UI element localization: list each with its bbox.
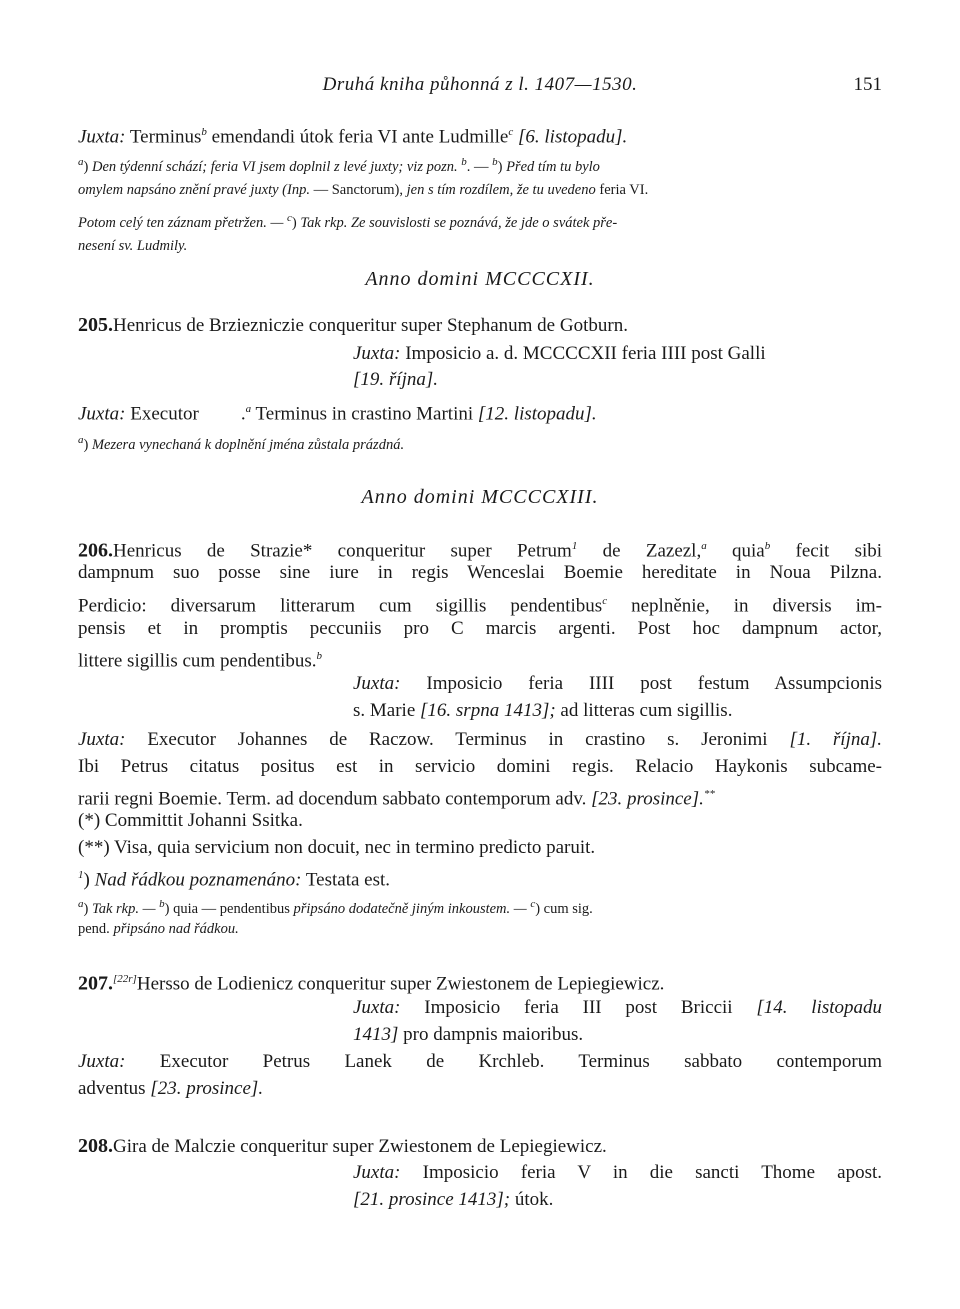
entry-206-line: rarii regni Boemie. Term. ad docendum sabbato contemporum adv. [23. prosince].** <box>78 788 715 810</box>
footnote-line: pend. připsáno nad řádkou. <box>78 921 239 937</box>
entry-208-juxta: [21. prosince 1413]; útok. <box>353 1189 554 1210</box>
entry-205-juxta: Juxta: Executor .$^a$ Terminus in crastino Martini [12. listopadu]. <box>78 403 597 425</box>
entry-206-line: pensis et in promptis peccuniis pro C marcis argenti. Post hoc dampnum actor, <box>78 618 882 639</box>
folio-mark: [22r] <box>113 973 137 985</box>
running-head <box>78 74 882 98</box>
entry-207-juxta: Juxta: Imposicio feria III post Briccii [14. listopadu <box>353 997 883 1018</box>
entry-207-juxta: 1413] pro dampnis maioribus. <box>353 1024 584 1045</box>
juxta-date: [6. listopadu]. <box>518 126 628 148</box>
footnote-line: Potom celý ten záznam přetržen. — $^c$) Tak rkp. Ze souvislosti se poznává, že jde o svátek pře- <box>78 212 618 231</box>
entry-206-juxta: s. Marie [16. srpna 1413]; ad litteras cum sigillis. <box>353 700 733 721</box>
year-heading: Anno domini MCCCCXIII. <box>361 486 599 508</box>
top-juxta-line: Juxta: Terminus$^b$ emendandi útok feria VI ante Ludmille$^c$ [6. listopadu]. <box>78 126 628 148</box>
entry-206-line: Ibi Petrus citatus positus est in servicio domini regis. Relacio Haykonis subcame- <box>78 756 882 777</box>
entry-number: 207. <box>78 972 113 995</box>
year-heading: Anno domini MCCCCXII. <box>365 268 595 290</box>
entry-number: 208. <box>78 1135 113 1157</box>
entry-208-line: 208.Gira de Malczie conqueritur super Zwiestonem de Lepiegiewicz. <box>78 1135 607 1157</box>
entry-207-juxta: adventus [23. prosince]. <box>78 1078 264 1099</box>
footnote-line: $^a$) Mezera vynechaná k doplnění jména zůstala prázdná. <box>78 434 405 453</box>
entry-206-line: (**) Visa, quia servicium non docuit, nec in termino predicto paruit. <box>78 837 596 858</box>
juxta-text: emendandi útok feria VI ante Ludmille <box>211 126 509 148</box>
entry-206-line: Perdicio: diversarum litterarum cum sigillis pendentibus$^c$ neplněnie, in diversis im- <box>78 595 883 617</box>
entry-208-juxta: Juxta: Imposicio feria V in die sancti Thome apost. <box>353 1162 883 1183</box>
entry-205-line: 205.Henricus de Brziezniczie conqueritur super Stephanum de Gotburn. <box>78 314 628 336</box>
entry-number: 206. <box>78 539 113 562</box>
entry-206-line: 206.Henricus de Strazie* conqueritur super Petrum$^1$ de Zazezl,$^a$ quia$^b$ fecit sibi <box>78 539 883 562</box>
footnote-line: omylem napsáno znění pravé juxty (Inp. — Sanctorum), jen s tím rozdílem, že tu uvedeno feria VI. <box>78 182 649 198</box>
juxta-text: Terminus <box>129 126 202 148</box>
entry-206-juxta: Juxta: Executor Johannes de Raczow. Terminus in crastino s. Jeronimi [1. října]. <box>78 729 883 750</box>
running-title: Druhá kniha půhonná z l. 1407—1530. <box>322 74 638 95</box>
entry-number: 205. <box>78 314 113 336</box>
entry-205-juxta: Juxta: Imposicio a. d. MCCCCXII feria IIII post Galli <box>353 343 766 364</box>
footnote-line: $^a$) Tak rkp. — $^b$) quia — pendentibus připsáno dodatečně jiným inkoustem. — $^c$) cum sig. <box>78 898 593 917</box>
footnote-line: nesení sv. Ludmily. <box>78 238 188 254</box>
entry-206-line: dampnum suo posse sine iure in regis Wenceslai Boemie hereditate in Noua Pilzna. <box>78 562 882 583</box>
entry-205-juxta: [19. října]. <box>353 369 438 390</box>
entry-207-juxta: Juxta: Executor Petrus Lanek de Krchleb. Terminus sabbato contemporum <box>78 1051 882 1072</box>
page-number: 151 <box>853 74 882 95</box>
entry-206-juxta: Juxta: Imposicio feria IIII post festum Assumpcionis <box>353 673 883 694</box>
entry-207-line: 207.[22r]Hersso de Lodienicz conqueritur super Zwiestonem de Lepiegiewicz. <box>78 972 665 995</box>
entry-206-line: littere sigillis cum pendentibus.$^b$ <box>78 650 323 672</box>
entry-206-line: (*) Committit Johanni Ssitka. <box>78 810 303 831</box>
juxta-label: Juxta: <box>78 126 126 148</box>
footnote-line: $^a$) Den týdenní schází; feria VI jsem doplnil z levé juxty; viz pozn. $^b$. — $^b$) Před tím tu bylo <box>78 156 600 175</box>
entry-206-line: $^1$) Nad řádkou poznamenáno: Testata est. <box>78 869 391 891</box>
